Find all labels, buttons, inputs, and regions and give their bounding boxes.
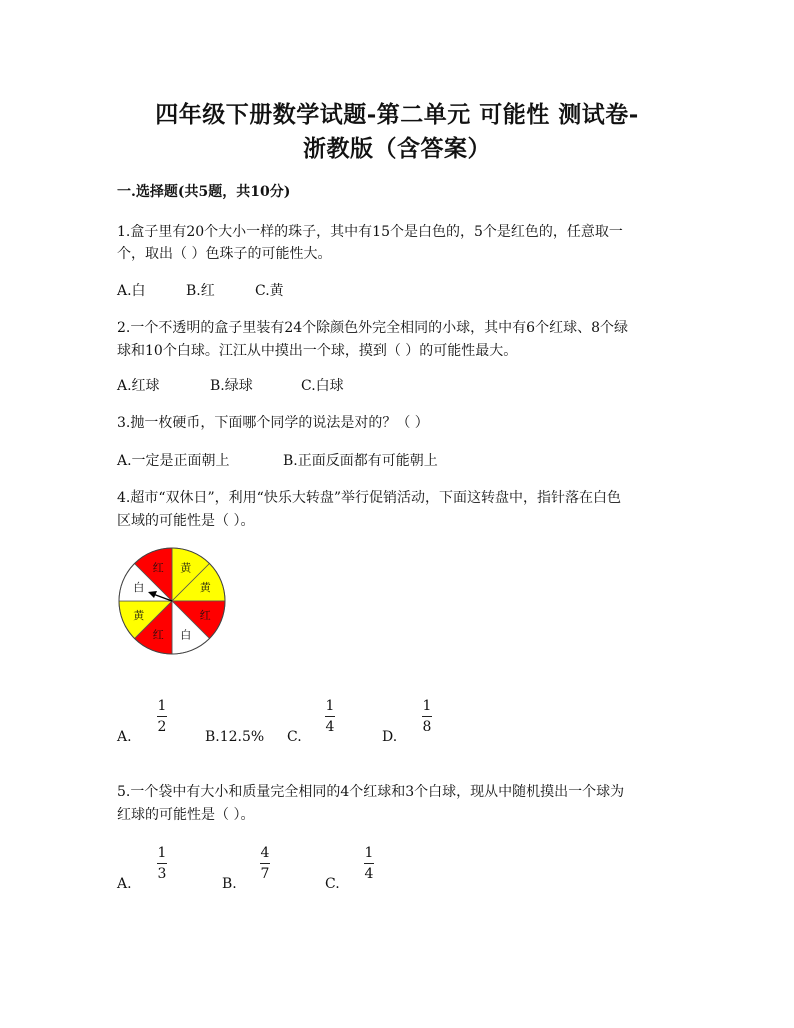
q3-option-a: A.一定是正面朝上 xyxy=(117,453,230,469)
wheel-sector-label: 红 xyxy=(152,628,164,642)
q4-option-b: B.12.5% xyxy=(205,729,265,745)
wheel-sector-label: 黄 xyxy=(199,581,211,595)
q5-option-b-fraction xyxy=(258,845,272,883)
q5-option-a-letter: A. xyxy=(117,876,132,892)
q3-option-b: B.正面反面都有可能朝上 xyxy=(283,453,438,469)
wheel-sector-label: 黄 xyxy=(133,608,145,622)
q5-text-line-2: 红球的可能性是（ ）。 xyxy=(117,807,255,823)
fraction-numerator: 1 xyxy=(364,845,374,861)
q2-text-line-2: 球和10个白球。江江从中摸出一个球，摸到（ ）的可能性最大。 xyxy=(117,343,518,359)
fraction-bar xyxy=(422,716,432,717)
wheel-sector-label: 红 xyxy=(152,561,164,575)
wheel-sector-label: 黄 xyxy=(180,561,192,575)
q1-option-c: C.黄 xyxy=(255,283,284,299)
q5-option-c-letter: C. xyxy=(325,876,340,892)
q1-text-line-1: 1.盒子里有20个大小一样的珠子，其中有15个是白色的，5个是红色的，任意取一 xyxy=(117,224,623,240)
q4-option-c-letter: C. xyxy=(287,729,302,745)
fraction-numerator: 1 xyxy=(157,845,167,861)
fraction-denominator: 4 xyxy=(325,719,335,735)
q5-option-b-letter: B. xyxy=(222,876,237,892)
wheel-sector-label: 白 xyxy=(133,581,145,595)
fraction-bar xyxy=(157,716,167,717)
q4-option-d-fraction xyxy=(420,698,434,736)
q2-option-c: C.白球 xyxy=(301,378,344,394)
fraction-bar xyxy=(364,863,374,864)
q1-option-b: B.红 xyxy=(186,283,215,299)
q4-option-a-letter: A. xyxy=(117,729,132,745)
fraction-bar xyxy=(157,863,167,864)
q4-text-line-1: 4.超市“双休日”，利用“快乐大转盘”举行促销活动，下面这转盘中，指针落在白色 xyxy=(117,490,621,506)
q4-option-c-fraction xyxy=(323,698,337,736)
wheel-sector-label: 白 xyxy=(180,628,192,642)
q5-text-line-1: 5.一个袋中有大小和质量完全相同的4个红球和3个白球，现从中随机摸出一个球为 xyxy=(117,784,625,800)
fraction-numerator: 1 xyxy=(422,698,432,714)
q1-text-line-2: 个，取出（ ）色珠子的可能性大。 xyxy=(117,246,332,262)
fraction-numerator: 4 xyxy=(260,845,270,861)
document-title-line-2: 浙教版（含答案） xyxy=(303,135,491,162)
fraction-numerator: 1 xyxy=(325,698,335,714)
fraction-bar xyxy=(260,863,270,864)
fraction-bar xyxy=(325,716,335,717)
document-title-line-1: 四年级下册数学试题-第二单元 可能性 测试卷- xyxy=(155,101,639,128)
fraction-denominator: 2 xyxy=(157,719,167,735)
section-heading: 一.选择题(共5题，共10分) xyxy=(117,184,291,200)
q1-option-a: A.白 xyxy=(117,283,146,299)
q5-option-c-fraction xyxy=(362,845,376,883)
q2-text-line-1: 2.一个不透明的盒子里装有24个除颜色外完全相同的小球，其中有6个红球、8个绿 xyxy=(117,320,628,336)
fraction-numerator: 1 xyxy=(157,698,167,714)
spinner-wheel xyxy=(116,545,228,657)
q2-option-a: A.红球 xyxy=(117,378,160,394)
q4-option-a-fraction xyxy=(155,698,169,736)
fraction-denominator: 4 xyxy=(364,866,374,882)
wheel-sector-label: 红 xyxy=(199,608,211,622)
q4-option-d-letter: D. xyxy=(382,729,398,745)
q2-option-b: B.绿球 xyxy=(210,378,253,394)
fraction-denominator: 7 xyxy=(260,866,270,882)
q3-text-line-1: 3.抛一枚硬币，下面哪个同学的说法是对的？（ ） xyxy=(117,415,429,431)
fraction-denominator: 3 xyxy=(157,866,167,882)
fraction-denominator: 8 xyxy=(422,719,432,735)
q5-option-a-fraction xyxy=(155,845,169,883)
q4-text-line-2: 区域的可能性是（ ）。 xyxy=(117,513,255,529)
